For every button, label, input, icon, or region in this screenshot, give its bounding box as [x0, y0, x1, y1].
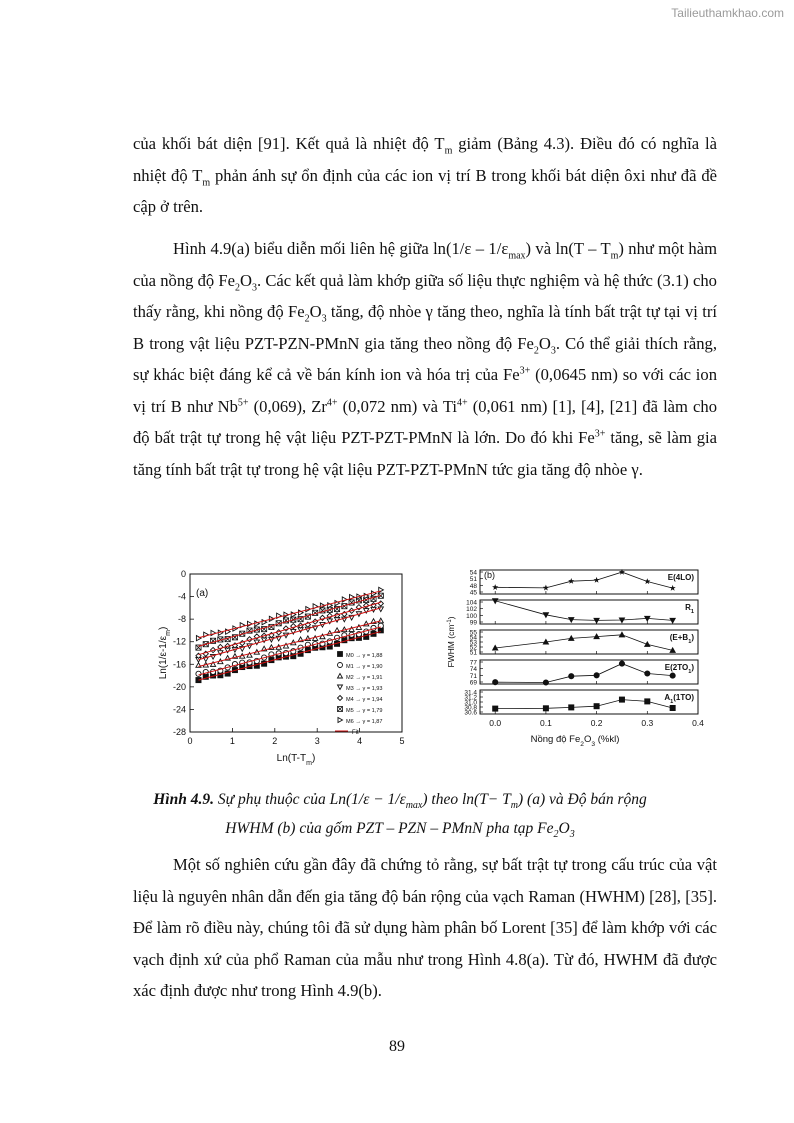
chart-a-fit-line [198, 621, 380, 667]
chart-b-xtick-label: 0.1 [539, 718, 552, 728]
chart-a-ytick-label: -12 [172, 636, 186, 647]
chart-b [446, 569, 704, 748]
chart-b-subplot [470, 569, 698, 597]
chart-a-legend-entry: M1 → γ = 1,90 [346, 664, 383, 670]
chart-b-subplot [466, 599, 698, 627]
chart-a-legend-entry: M4 → γ = 1,94 [346, 697, 383, 703]
chart-b-point [670, 618, 675, 623]
chart-b-point [619, 661, 624, 666]
chart-b-xtick-label: 0.3 [641, 718, 654, 728]
page-number: 89 [389, 1038, 405, 1055]
chart-a-ylabel: $Ln(1/\varepsilon-1/\varepsilon_m)$ [158, 626, 172, 680]
chart-a-series-M4 [196, 601, 384, 658]
chart-a-legend-marker [338, 663, 343, 668]
chart-b-ytick-label: 45 [469, 589, 477, 597]
chart-b-ytick-label: 71 [469, 672, 477, 680]
chart-a-legend-marker [338, 718, 343, 723]
figure-svg [160, 562, 720, 774]
chart-b-series-line [495, 572, 673, 588]
chart-b-point [594, 704, 599, 709]
chart-a-point [196, 671, 201, 676]
chart-b-point [543, 706, 548, 711]
chart-a-xlabel: $Ln(T-T_m)$ [276, 753, 316, 767]
chart-b-xtick-label: 0.4 [692, 718, 704, 728]
chart-b-point [644, 578, 650, 584]
chart-a-legend-entry: M3 → γ = 1,93 [346, 686, 383, 692]
chart-a-xtick-label: 4 [357, 736, 363, 746]
chart-a-ytick-label: -8 [177, 614, 186, 625]
chart-a-ytick-label: -16 [172, 659, 186, 670]
chart-a-series-M2 [196, 618, 384, 667]
chart-b-xtick-label: 0.2 [590, 718, 603, 728]
chart-b-panel-label: (b) [484, 570, 495, 580]
chart-b-ytick-label: 54 [469, 569, 477, 577]
chart-a-series-M5 [196, 593, 384, 650]
chart-b-series-label: E(4LO) [667, 573, 694, 582]
chart-b-ytick-label: 55 [469, 629, 477, 637]
chart-a-xtick-label: 0 [187, 736, 193, 746]
chart-b-series-line [495, 635, 673, 651]
chart-b-ytick-label: 54 [469, 634, 477, 642]
chart-a-panel-label: (a) [196, 588, 209, 599]
chart-b-ytick-label: 30.6 [464, 709, 477, 717]
chart-b-point [493, 706, 498, 711]
chart-a-legend-entry: M2 → γ = 1,91 [346, 675, 383, 681]
chart-b-ytick-label: 48 [469, 582, 477, 590]
chart-b-ytick-label: 74 [469, 666, 477, 674]
chart-b-ylabel: FWHM $(cm^{-1})$ [446, 616, 456, 668]
chart-a-ytick-label: -28 [172, 727, 186, 737]
chart-a-ytick-label: -4 [177, 591, 186, 602]
chart-a-point [378, 607, 383, 612]
chart-a-legend-marker [338, 685, 343, 690]
chart-a-series-M6 [196, 587, 383, 640]
chart-b-subplot [464, 690, 698, 717]
paragraph-2: Hình 4.9(a) biểu diễn mối liên hệ giữa $\ln(1/\varepsilon - 1/\varepsilon_{max})$ và $\ln(T - T_m)$ như một hàm của nồng độ $Fe_2O_3$. Các kết quả làm khớp giữa số liệu thực nghiệm và hệ thức (3.1) cho thấy rằng, khi nồng độ $Fe_2O_3$ tăng, độ nhòe γ tăng theo, nghĩa là tính bất trật tự tại vị trí B trong vật liệu PZT-PZN-PMnN gia tăng theo nồng độ $Fe_2O_3$. Có thể giải thích rằng, sự khác biệt đáng kể cả về bán kính ion và hóa trị của $Fe^{3+}$ (0,0645 nm) so với các ion vị trí B như $Nb^{5+}$ (0,069), $Zr^{4+}$ (0,072 nm) và $Ti^{4+}$ (0,061 nm) [1], [4], [21] đã làm cho độ bất trật tự trong hệ vật liệu PZT-PZT-PMnN là lớn. Do đó khi $Fe^{3+}$ tăng, sẽ làm gia tăng tính bất trật tự trong hệ vật liệu PZT-PZT-PMnN tức gia tăng độ nhòe γ. [133, 239, 718, 479]
chart-a-xtick-label: 5 [399, 736, 405, 746]
chart-b-series-label: $A_1(1TO)$ [664, 693, 694, 705]
chart-a-ytick-label: 0 [180, 569, 186, 579]
chart-b-point [569, 705, 574, 710]
chart-b-subplot [470, 630, 698, 657]
chart-a-legend-entry: M5 → γ = 1,79 [346, 708, 383, 714]
chart-b-ytick-label: 52 [469, 644, 477, 652]
chart-b-point [594, 673, 599, 678]
figure-caption: Hình 4.9. Sự phụ thuộc của $Ln(1/\varepsilon - 1/\varepsilon_{max})$ theo $\ln(T- T_m)$ (a) và Độ bán rộng HWHM (b) của gốm PZT – PZN – PMnN pha tạp $Fe_2O_3$ [153, 791, 647, 841]
chart-a-fit-line [198, 602, 380, 654]
chart-b-point [569, 674, 574, 679]
chart-b-point [493, 680, 498, 685]
chart-b-ytick-label: 51 [469, 576, 477, 584]
chart-b-point [645, 642, 650, 647]
chart-a-ytick-label: -24 [172, 704, 186, 715]
chart-b-ytick-label: 100 [466, 612, 477, 620]
chart-a-legend-marker [338, 707, 343, 712]
watermark: Tailieuthamkhao.com [671, 6, 784, 20]
chart-a [158, 569, 405, 767]
chart-b-point [670, 705, 675, 710]
chart-b-ytick-label: 31.2 [464, 694, 477, 702]
chart-b-series-label: $(E+B_1)$ [669, 633, 694, 645]
chart-b-point [645, 671, 650, 676]
chart-a-legend-marker [338, 674, 343, 679]
chart-a-legend-fit: Fit [352, 730, 359, 736]
chart-b-xtick-label: 0.0 [489, 718, 502, 728]
chart-b-frame [480, 630, 698, 654]
chart-b-ytick-label: 104 [466, 599, 477, 607]
chart-a-point [378, 601, 383, 606]
chart-b-ytick-label: 53 [469, 639, 477, 647]
chart-b-xlabel: Nồng độ $Fe_2O_3$ (%kl) [530, 734, 620, 748]
chart-a-legend-marker [338, 696, 343, 701]
chart-b-ytick-label: 30.8 [464, 704, 477, 712]
chart-a-legend-entry: M6 → γ = 1,87 [346, 719, 383, 725]
chart-a-xtick-label: 3 [314, 736, 320, 746]
chart-b-subplot [470, 660, 698, 687]
chart-b-point [645, 699, 650, 704]
chart-b-series-label: $E(2TO_1)$ [664, 663, 694, 675]
chart-b-ytick-label: 102 [466, 606, 477, 614]
chart-b-ytick-label: 31.4 [464, 689, 477, 697]
chart-a-xtick-label: 2 [272, 736, 278, 746]
chart-b-series-label: $R_1$ [685, 603, 694, 615]
chart-b-ytick-label: 51 [469, 649, 477, 657]
chart-b-ytick-label: 99 [469, 619, 477, 627]
paragraph-1: của khối bát diện [91]. Kết quả là nhiệt độ $T_m$ giảm (Bảng 4.3). Điều đó có nghĩa là nhiệt độ $T_m$ phản ánh sự ổn định của các ion vị trí B trong khối bát diện ôxi như đã đề cập ở trên. [133, 134, 717, 216]
chart-b-point [619, 697, 624, 702]
chart-b-ytick-label: 31.0 [464, 699, 477, 707]
chart-b-ytick-label: 69 [469, 679, 477, 687]
paragraph-3: Một số nghiên cứu gần đây đã chứng tỏ rằng, sự bất trật tự trong cấu trúc của vật liệu là nguyên nhân dẫn đến gia tăng độ bán rộng của vạch Raman (HWHM) [28], [35]. Để làm rõ điều này, chúng tôi đã sử dụng hàm phân bố Lorent [35] để làm khớp với các vạch định xứ của phổ Raman của mẫu như trong Hình 4.8(a). Từ đó, HWHM đã được xác định được như trong Hình 4.9(b). [133, 855, 717, 1000]
chart-b-point [568, 578, 574, 584]
chart-b-ytick-label: 77 [469, 659, 477, 667]
chart-a-point [378, 618, 383, 623]
chart-a-ytick-label: -20 [172, 681, 186, 692]
chart-b-point [543, 585, 549, 591]
chart-b-point [670, 673, 675, 678]
chart-a-xtick-label: 1 [229, 736, 235, 746]
chart-a-legend-entry: M0 → γ = 1,88 [346, 653, 383, 659]
chart-b-frame [480, 570, 698, 594]
chart-a-point [196, 663, 201, 668]
chart-a-legend-marker [338, 652, 343, 657]
chart-b-point [543, 680, 548, 685]
figure-4-9 [160, 562, 720, 774]
